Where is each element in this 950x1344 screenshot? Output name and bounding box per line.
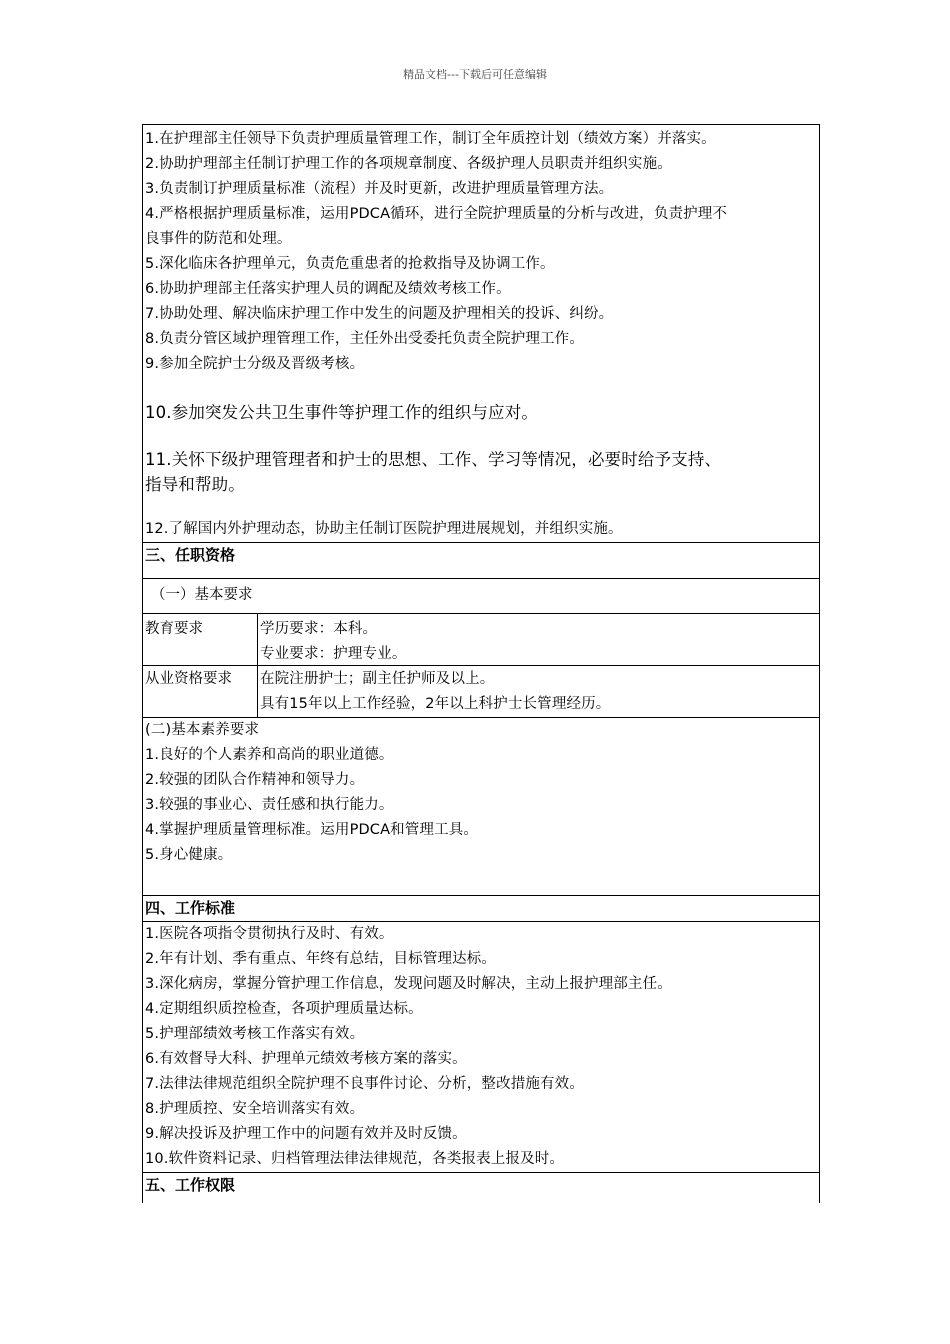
qualification-value: 具有15年以上工作经验，2年以上科护士长管理经历。 <box>260 696 611 712</box>
standard-line: 7.法律法律规范组织全院护理不良事件讨论、分析，整改措施有效。 <box>145 1076 584 1092</box>
section-title <box>143 1173 819 1201</box>
section-4-heading: 四、工作标准 <box>145 899 236 917</box>
duty-line: 11.关怀下级护理管理者和护士的思想、工作、学习等情况，必要时给予支持、 <box>145 450 722 469</box>
standard-line: 6.有效督导大科、护理单元绩效考核方案的落实。 <box>145 1051 467 1067</box>
duty-line: 指导和帮助。 <box>145 475 245 494</box>
duty-line: 7.协助处理、解决临床护理工作中发生的问题及护理相关的投诉、纠纷。 <box>145 306 614 322</box>
standards-block <box>143 922 819 1173</box>
standard-line: 8.护理质控、安全培训落实有效。 <box>145 1101 365 1117</box>
standard-line: 3.深化病房，掌握分管护理工作信息，发现问题及时解决，主动上报护理部主任。 <box>145 976 672 992</box>
quality-line: 3.较强的事业心、责任感和执行能力。 <box>145 797 394 813</box>
section-3-heading: 三、任职资格 <box>145 546 236 564</box>
duty-line: 10.参加突发公共卫生事件等护理工作的组织与应对。 <box>145 403 538 422</box>
education-value: 学历要求：本科。 <box>260 621 378 637</box>
section-title <box>143 543 819 579</box>
standard-line: 9.解决投诉及护理工作中的问题有效并及时反馈。 <box>145 1126 467 1142</box>
duty-line: 3.负责制订护理质量标准（流程）并及时更新，改进护理质量管理方法。 <box>145 181 614 197</box>
document-table <box>142 124 820 1203</box>
quality-block <box>143 718 819 896</box>
duty-line: 9.参加全院护士分级及晋级考核。 <box>145 356 365 372</box>
page-header: 精品文档---下载后可任意编辑 <box>403 68 547 81</box>
basic-req-row <box>143 579 819 614</box>
duty-line: 良事件的防范和处理。 <box>145 231 292 247</box>
duties-block <box>143 125 819 543</box>
duty-line: 2.协助护理部主任制订护理工作的各项规章制度、各级护理人员职责并组织实施。 <box>145 156 672 172</box>
duty-line: 5.深化临床各护理单元，负责危重患者的抢救指导及协调工作。 <box>145 256 555 272</box>
standard-line: 1.医院各项指令贯彻执行及时、有效。 <box>145 926 394 942</box>
qualification-label: 从业资格要求 <box>143 666 258 717</box>
education-row <box>143 614 819 666</box>
quality-line: 5.身心健康。 <box>145 847 233 863</box>
standard-line: 4.定期组织质控检查，各项护理质量达标。 <box>145 1001 423 1017</box>
quality-line: 2.较强的团队合作精神和领导力。 <box>145 772 365 788</box>
standard-line: 2.年有计划、季有重点、年终有总结，目标管理达标。 <box>145 951 497 967</box>
standard-line: 5.护理部绩效考核工作落实有效。 <box>145 1026 365 1042</box>
section-title <box>143 896 819 922</box>
duty-line: 8.负责分管区域护理管理工作，主任外出受委托负责全院护理工作。 <box>145 331 584 347</box>
section-5-heading: 五、工作权限 <box>145 1176 236 1194</box>
duty-line: 6.协助护理部主任落实护理人员的调配及绩效考核工作。 <box>145 281 511 297</box>
qualification-value: 在院注册护士；副主任护师及以上。 <box>260 671 495 687</box>
standard-line: 10.软件资料记录、归档管理法律法律规范，各类报表上报及时。 <box>145 1151 565 1167</box>
duty-line: 1.在护理部主任领导下负责护理质量管理工作，制订全年质控计划（绩效方案）并落实。 <box>145 131 716 147</box>
duty-line: 12.了解国内外护理动态，协助主任制订医院护理进展规划，并组织实施。 <box>145 521 623 537</box>
qualification-row <box>143 666 819 718</box>
duty-line: 4.严格根据护理质量标准，运用PDCA循环，进行全院护理质量的分析与改进，负责护理不 <box>145 206 728 222</box>
education-label: 教育要求 <box>143 614 258 665</box>
education-value: 专业要求：护理专业。 <box>260 646 407 662</box>
quality-title: (二)基本素养要求 <box>145 722 260 738</box>
basic-req-title: （一）基本要求 <box>151 587 253 603</box>
quality-line: 1.良好的个人素养和高尚的职业道德。 <box>145 747 394 763</box>
quality-line: 4.掌握护理质量管理标准。运用PDCA和管理工具。 <box>145 822 479 838</box>
